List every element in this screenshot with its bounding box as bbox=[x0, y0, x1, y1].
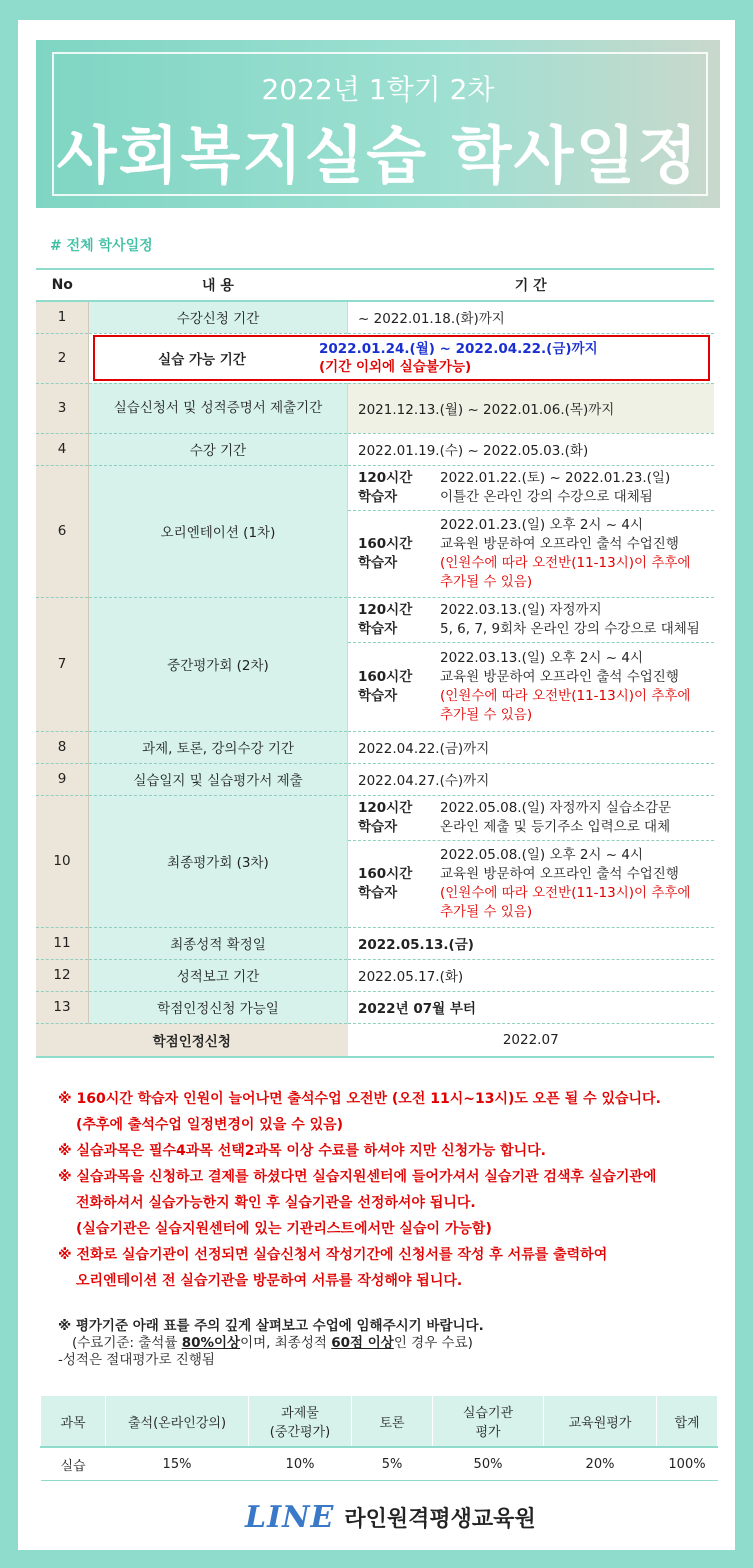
learner-label: 160시간 학습자 bbox=[358, 865, 413, 901]
table-row bbox=[36, 433, 714, 465]
institution-logo bbox=[245, 1500, 536, 1535]
table-row bbox=[36, 795, 714, 927]
grade-cell: 15% bbox=[106, 1447, 249, 1481]
sub-160 bbox=[358, 841, 714, 927]
row-period: 2021.12.13.(월) ~ 2022.01.06.(목)까지 bbox=[348, 383, 715, 433]
notice-item: (추후에 출석수업 일정변경이 있을 수 있음) bbox=[76, 1117, 344, 1133]
sub-line: 2022.05.08.(일) 자정까지 실습소감문 bbox=[440, 799, 672, 816]
header-no: No bbox=[36, 269, 89, 301]
highlight-row bbox=[89, 333, 715, 383]
grade-header: 교육원평가 bbox=[544, 1396, 657, 1448]
criteria-attendance: 80%이상 bbox=[181, 1335, 241, 1351]
sub-line: 추가될 수 있음) bbox=[440, 706, 533, 723]
table-row bbox=[36, 301, 714, 333]
notice-item: ※ 전화로 실습기관이 선정되면 실습신청서 작성기간에 신청서를 작성 후 서류를 출력하여 bbox=[58, 1247, 608, 1263]
row-period: 2022.05.13.(금) bbox=[348, 927, 715, 959]
sub-line: 온라인 제출 및 등기주소 입력으로 대체 bbox=[440, 818, 671, 835]
grade-cell: 100% bbox=[657, 1447, 718, 1481]
grade-header-row bbox=[41, 1396, 718, 1448]
table-row bbox=[36, 597, 714, 731]
criteria-line bbox=[58, 1335, 484, 1352]
criteria-block bbox=[58, 1318, 484, 1369]
grade-header: 과목 bbox=[41, 1396, 106, 1448]
row-item: 성적보고 기간 bbox=[89, 959, 348, 991]
row-no: 3 bbox=[36, 383, 89, 433]
schedule-table bbox=[36, 268, 714, 1058]
sub-line: 2022.01.22.(토) ~ 2022.01.23.(일) bbox=[440, 469, 671, 486]
grade-row bbox=[41, 1447, 718, 1481]
learner-label: 160시간 학습자 bbox=[358, 668, 413, 704]
sub-160 bbox=[358, 511, 714, 597]
banner-subtitle: 2022년 1학기 2차 bbox=[261, 73, 495, 106]
row-no: 13 bbox=[36, 991, 89, 1023]
sub-160 bbox=[358, 643, 714, 731]
row-no: 4 bbox=[36, 433, 89, 465]
learner-label: 160시간 학습자 bbox=[358, 535, 413, 571]
footer-item: 학점인정신청 bbox=[36, 1023, 348, 1057]
criteria-note: -성적은 절대평가로 진행됨 bbox=[58, 1352, 215, 1368]
grade-header: 토론 bbox=[352, 1396, 433, 1448]
sub-line: 교육원 방문하여 오프라인 출석 수업진행 bbox=[440, 865, 679, 882]
row-period bbox=[348, 597, 715, 731]
sub-line: 추가될 수 있음) bbox=[440, 573, 533, 590]
row-no: 2 bbox=[36, 333, 89, 383]
sub-line: 2022.03.13.(일) 자정까지 bbox=[440, 601, 602, 618]
row-no: 7 bbox=[36, 597, 89, 731]
sub-line: 2022.01.23.(일) 오후 2시 ~ 4시 bbox=[440, 516, 643, 533]
notice-list bbox=[58, 1086, 661, 1294]
sub-120 bbox=[358, 466, 714, 510]
row-item: 학점인정신청 가능일 bbox=[89, 991, 348, 1023]
row-no: 12 bbox=[36, 959, 89, 991]
grade-cell: 10% bbox=[249, 1447, 352, 1481]
learner-label: 120시간 학습자 bbox=[358, 469, 413, 505]
sub-line: 2022.05.08.(일) 오후 2시 ~ 4시 bbox=[440, 846, 643, 863]
table-row bbox=[36, 465, 714, 597]
notice-item: ※ 160시간 학습자 인원이 늘어나면 출석수업 오전반 (오전 11시~13시)도 오픈 될 수 있습니다. bbox=[58, 1091, 661, 1107]
row-item: 최종평가회 (3차) bbox=[89, 795, 348, 927]
grade-cell: 5% bbox=[352, 1447, 433, 1481]
header-banner bbox=[36, 40, 720, 208]
criteria-score: 60점 이상 bbox=[331, 1335, 394, 1351]
row-item: 실습 가능 기간 bbox=[158, 352, 246, 368]
sub-120 bbox=[358, 598, 714, 642]
row-no: 9 bbox=[36, 763, 89, 795]
line-logo-mark: LINE bbox=[245, 1500, 335, 1535]
table-row bbox=[36, 991, 714, 1023]
criteria-text: (수료기준: 출석률 bbox=[72, 1335, 182, 1351]
banner-title: 사회복지실습 학사일정 bbox=[56, 119, 700, 192]
grade-cell: 실습 bbox=[41, 1447, 106, 1481]
table-row bbox=[36, 731, 714, 763]
sub-line: 이틀간 온라인 강의 수강으로 대체됨 bbox=[440, 488, 653, 505]
row-period: ~ 2022.01.18.(화)까지 bbox=[348, 301, 715, 333]
table-row bbox=[36, 927, 714, 959]
criteria-text: 이며, 최종성적 bbox=[240, 1335, 332, 1351]
sub-line: 교육원 방문하여 오프라인 출석 수업진행 bbox=[440, 535, 679, 552]
table-row bbox=[36, 959, 714, 991]
row-item: 중간평가회 (2차) bbox=[89, 597, 348, 731]
row-period: 2022.04.27.(수)까지 bbox=[348, 763, 715, 795]
row-period: 2022.05.17.(화) bbox=[348, 959, 715, 991]
sub-line: 5, 6, 7, 9회차 온라인 강의 수강으로 대체됨 bbox=[440, 620, 700, 637]
footer-period: 2022.07 bbox=[348, 1023, 715, 1057]
period-note: (기간 이외에 실습불가능) bbox=[319, 359, 472, 375]
table-row bbox=[36, 383, 714, 433]
row-item: 오리엔테이션 (1차) bbox=[89, 465, 348, 597]
table-header-row bbox=[36, 269, 714, 301]
row-period: 2022.01.19.(수) ~ 2022.05.03.(화) bbox=[348, 433, 715, 465]
table-row bbox=[36, 333, 714, 383]
criteria-heading: ※ 평가기준 아래 표를 주의 깊게 살펴보고 수업에 임해주시기 바랍니다. bbox=[58, 1318, 484, 1334]
sub-line: 교육원 방문하여 오프라인 출석 수업진행 bbox=[440, 668, 679, 685]
row-no: 8 bbox=[36, 731, 89, 763]
grade-cell: 50% bbox=[433, 1447, 544, 1481]
row-period bbox=[348, 795, 715, 927]
row-period: 2022년 07월 부터 bbox=[348, 991, 715, 1023]
row-item: 수강 기간 bbox=[89, 433, 348, 465]
learner-label: 120시간 학습자 bbox=[358, 601, 413, 637]
institution-name: 라인원격평생교육원 bbox=[344, 1507, 536, 1532]
period-line: 2022.01.24.(월) ~ 2022.04.22.(금)까지 bbox=[319, 341, 598, 357]
grade-table bbox=[40, 1395, 718, 1481]
table-row bbox=[36, 763, 714, 795]
table-footer-row bbox=[36, 1023, 714, 1057]
sub-120 bbox=[358, 796, 714, 840]
notice-item: ※ 실습과목을 신청하고 결제를 하셨다면 실습지원센터에 들어가셔서 실습기관 검색후 실습기관에 bbox=[58, 1169, 657, 1185]
row-item: 과제, 토론, 강의수강 기간 bbox=[89, 731, 348, 763]
grade-cell: 20% bbox=[544, 1447, 657, 1481]
notice-item: 오리엔테이션 전 실습기관을 방문하여 서류를 작성해야 됩니다. bbox=[76, 1273, 463, 1289]
grade-header: 출석(온라인강의) bbox=[106, 1396, 249, 1448]
row-period bbox=[309, 340, 598, 376]
row-item: 수강신청 기간 bbox=[89, 301, 348, 333]
learner-label: 120시간 학습자 bbox=[358, 799, 413, 835]
notice-item: 전화하셔서 실습가능한지 확인 후 실습기관을 선정하셔야 됩니다. bbox=[76, 1195, 476, 1211]
sub-line: (인원수에 따라 오전반(11-13시)이 추후에 bbox=[440, 554, 691, 571]
sub-line: (인원수에 따라 오전반(11-13시)이 추후에 bbox=[440, 884, 691, 901]
row-period: 2022.04.22.(금)까지 bbox=[348, 731, 715, 763]
row-no: 10 bbox=[36, 795, 89, 927]
grade-header: 합계 bbox=[657, 1396, 718, 1448]
row-no: 11 bbox=[36, 927, 89, 959]
row-item: 실습신청서 및 성적증명서 제출기간 bbox=[89, 383, 348, 433]
row-item: 실습일지 및 실습평가서 제출 bbox=[89, 763, 348, 795]
row-item: 최종성적 확정일 bbox=[89, 927, 348, 959]
row-no: 1 bbox=[36, 301, 89, 333]
grade-header: 과제물 (중간평가) bbox=[249, 1396, 352, 1448]
criteria-text: 인 경우 수료) bbox=[393, 1335, 473, 1351]
header-item: 내 용 bbox=[89, 269, 348, 301]
sub-line: 2022.03.13.(일) 오후 2시 ~ 4시 bbox=[440, 649, 643, 666]
section-label: # 전체 학사일정 bbox=[50, 238, 153, 254]
notice-item: (실습기관은 실습지원센터에 있는 기관리스트에서만 실습이 가능함) bbox=[76, 1221, 492, 1237]
sub-line: 추가될 수 있음) bbox=[440, 903, 533, 920]
sub-line: (인원수에 따라 오전반(11-13시)이 추후에 bbox=[440, 687, 691, 704]
row-no: 6 bbox=[36, 465, 89, 597]
header-period: 기 간 bbox=[348, 269, 715, 301]
row-period bbox=[348, 465, 715, 597]
grade-header: 실습기관 평가 bbox=[433, 1396, 544, 1448]
notice-item: ※ 실습과목은 필수4과목 선택2과목 이상 수료를 하셔야 지만 신청가능 합니다. bbox=[58, 1143, 546, 1159]
